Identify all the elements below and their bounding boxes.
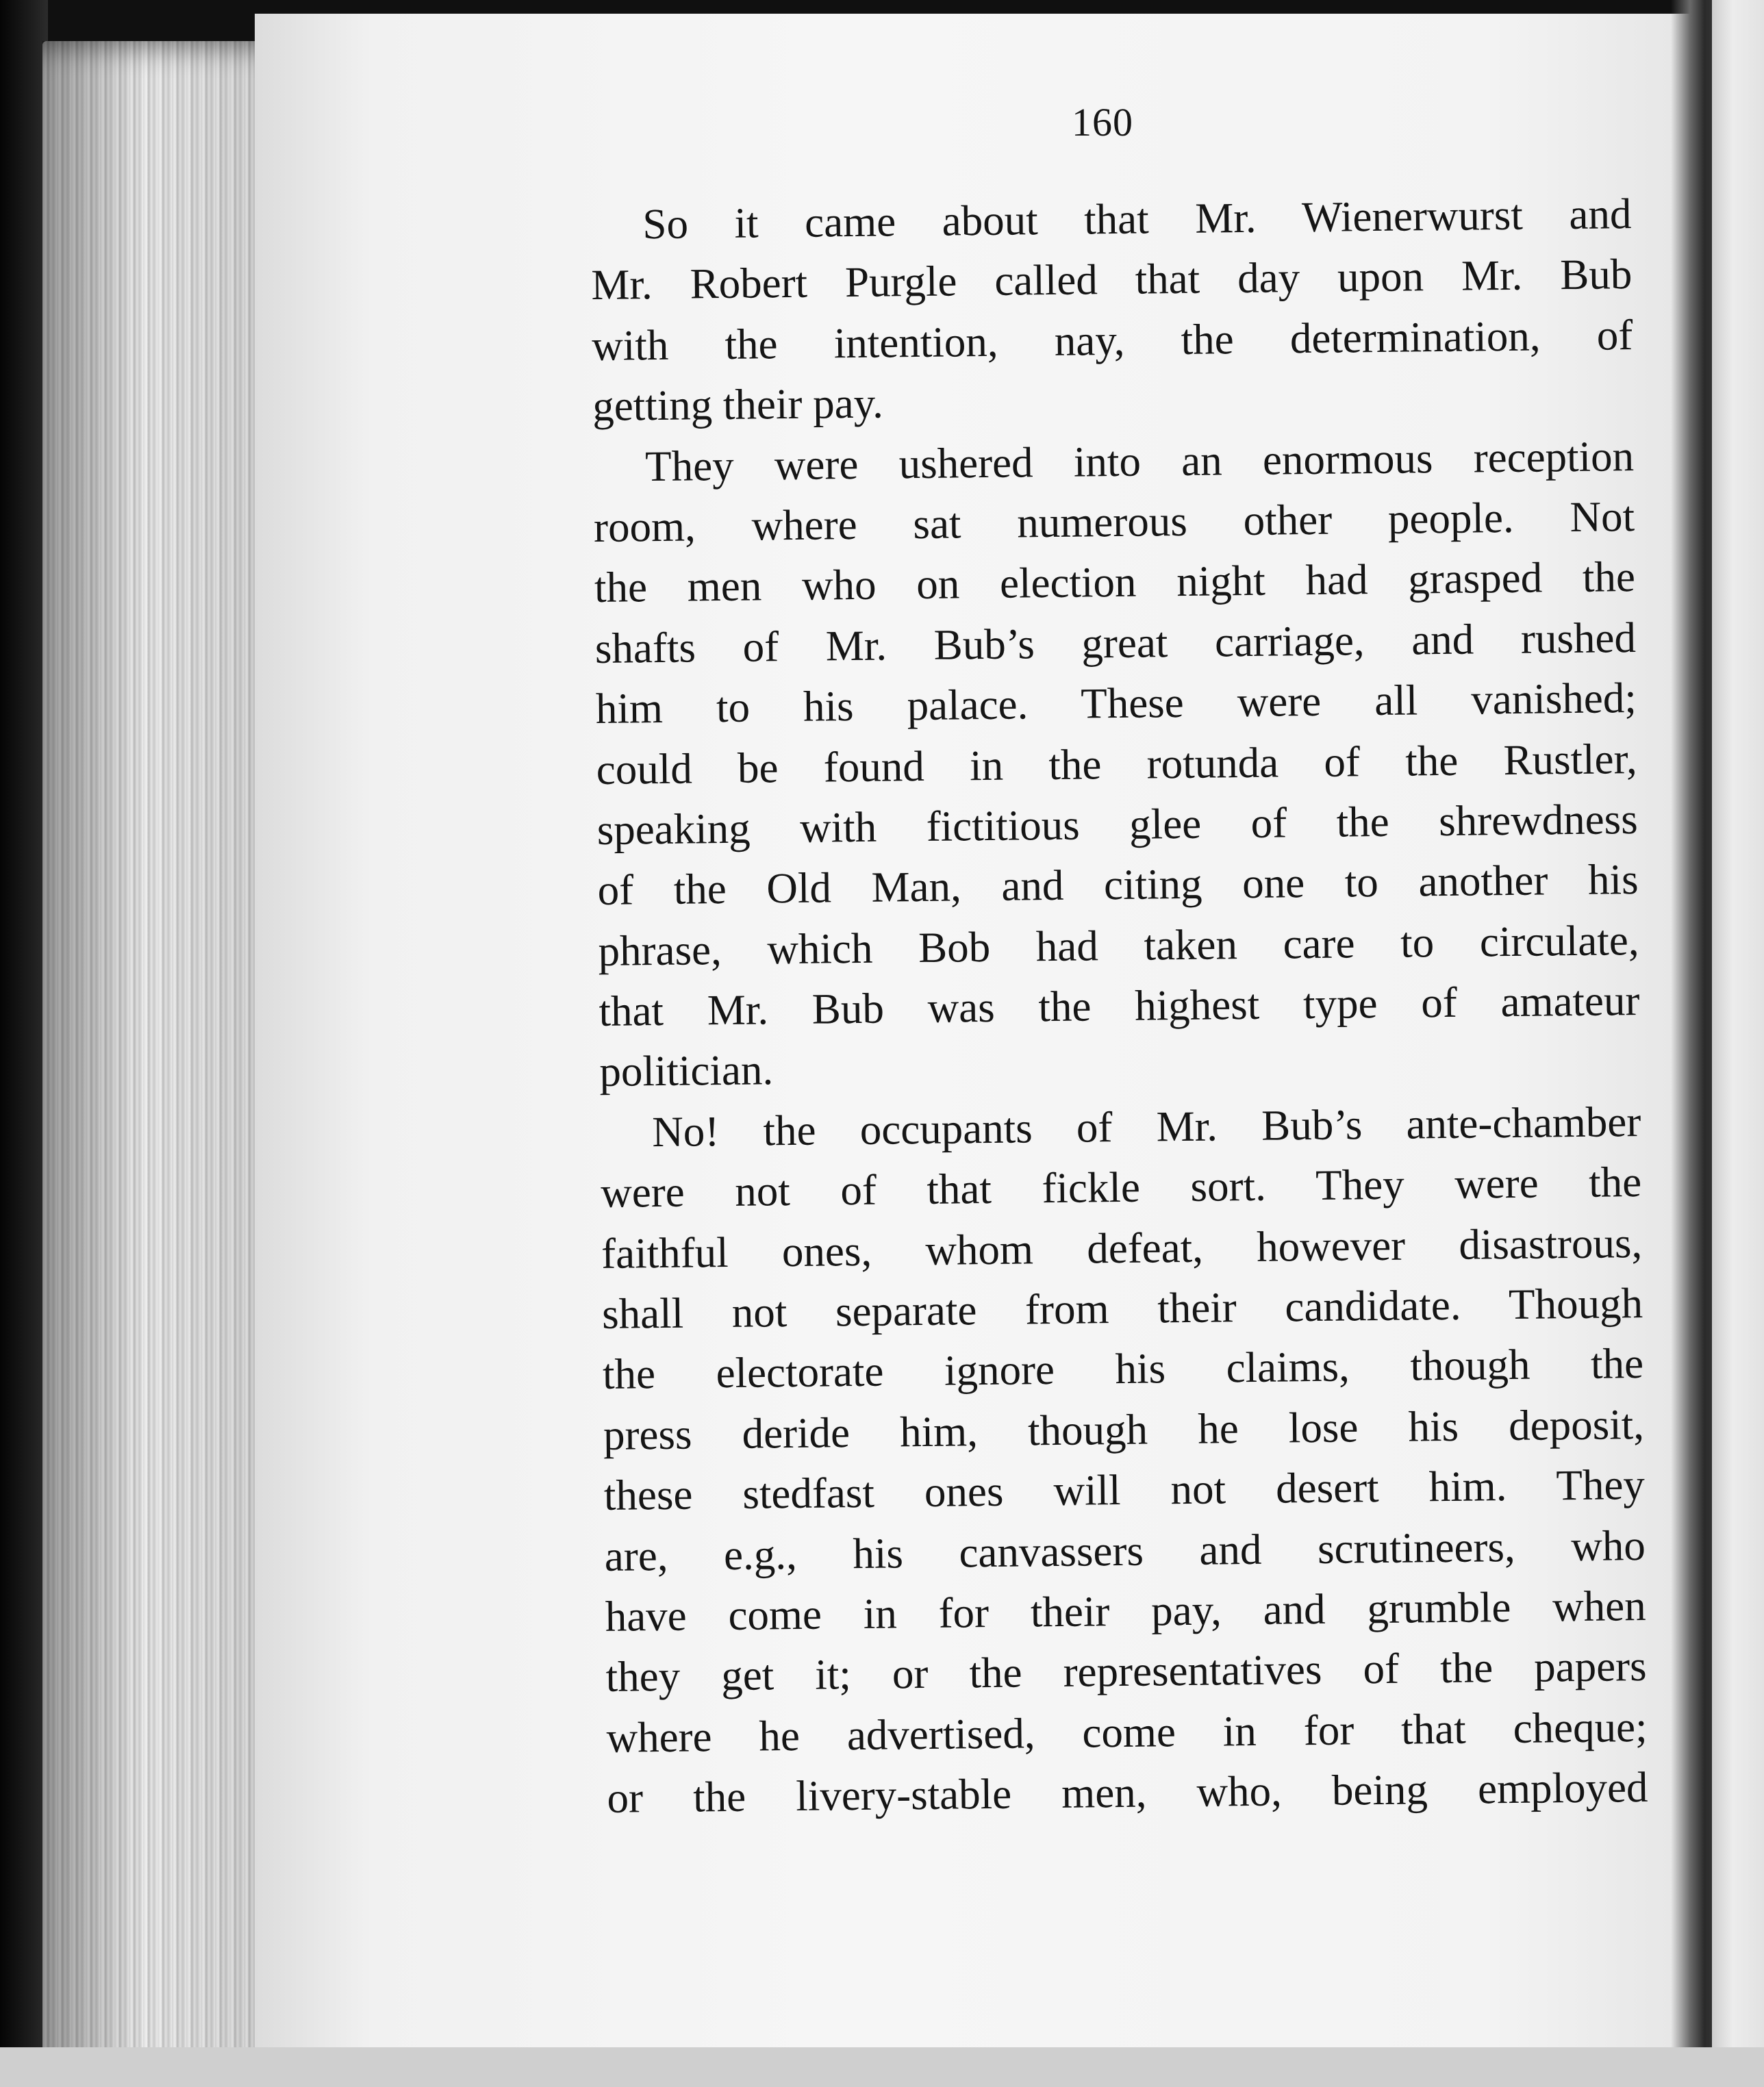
text-line: speaking with fictitious glee of the shrewdness	[596, 794, 1638, 854]
facing-page-edge	[1712, 0, 1764, 2087]
text-line: where he advertised, come in for that cheque;	[606, 1702, 1648, 1762]
text-line: shall not separate from their candidate. Though	[601, 1279, 1643, 1338]
film-border	[0, 0, 48, 2087]
text-line: getting their pay.	[592, 379, 884, 431]
text-line: press deride him, though he lose his deposit,	[603, 1400, 1645, 1459]
paragraph	[590, 184, 1634, 436]
text-line: could be found in the rotunda of the Rustler,	[596, 734, 1638, 794]
text-line: him to his palace. These were all vanished;	[595, 674, 1637, 733]
body-text	[590, 184, 1648, 1828]
text-line: No! the occupants of Mr. Bub’s ante-chamber	[651, 1097, 1641, 1156]
page-bottom-margin	[0, 2047, 1764, 2087]
text-line: with the intention, nay, the determination, of	[591, 310, 1633, 370]
text-line: these stedfast ones will not desert him. They	[603, 1460, 1646, 1520]
text-line: So it came about that Mr. Wienerwurst and	[642, 190, 1632, 249]
text-line: room, where sat numerous other people. Not	[593, 492, 1635, 551]
text-line: the electorate ignore his claims, though the	[602, 1339, 1644, 1399]
paragraph	[593, 426, 1641, 1102]
text-line: Mr. Robert Purgle called that day upon Mr. Bub	[591, 250, 1633, 309]
text-line: that Mr. Bub was the highest type of amateur	[598, 976, 1640, 1036]
text-line: they get it; or the representatives of the papers	[605, 1642, 1647, 1702]
text-line: politician.	[599, 1046, 774, 1096]
text-line: are, e.g., his canvassers and scrutineers, who	[604, 1521, 1646, 1580]
text-line: faithful ones, whom defeat, however disastrous,	[601, 1218, 1643, 1278]
paragraph	[600, 1091, 1648, 1829]
text-line: or the livery-stable men, who, being employed	[607, 1763, 1648, 1823]
page-number: 160	[1072, 100, 1133, 144]
text-line: have come in for their pay, and grumble when	[605, 1581, 1647, 1641]
text-line: phrase, which Bob had taken care to circulate,	[598, 915, 1639, 975]
text-line: the men who on election night had grasped the	[594, 553, 1636, 612]
text-line: of the Old Man, and citing one to another his	[597, 855, 1639, 915]
text-line: They were ushered into an enormous reception	[644, 431, 1635, 490]
text-line: shafts of Mr. Bub’s great carriage, and rushed	[594, 613, 1637, 672]
text-line: were not of that fickle sort. They were the	[600, 1158, 1642, 1217]
